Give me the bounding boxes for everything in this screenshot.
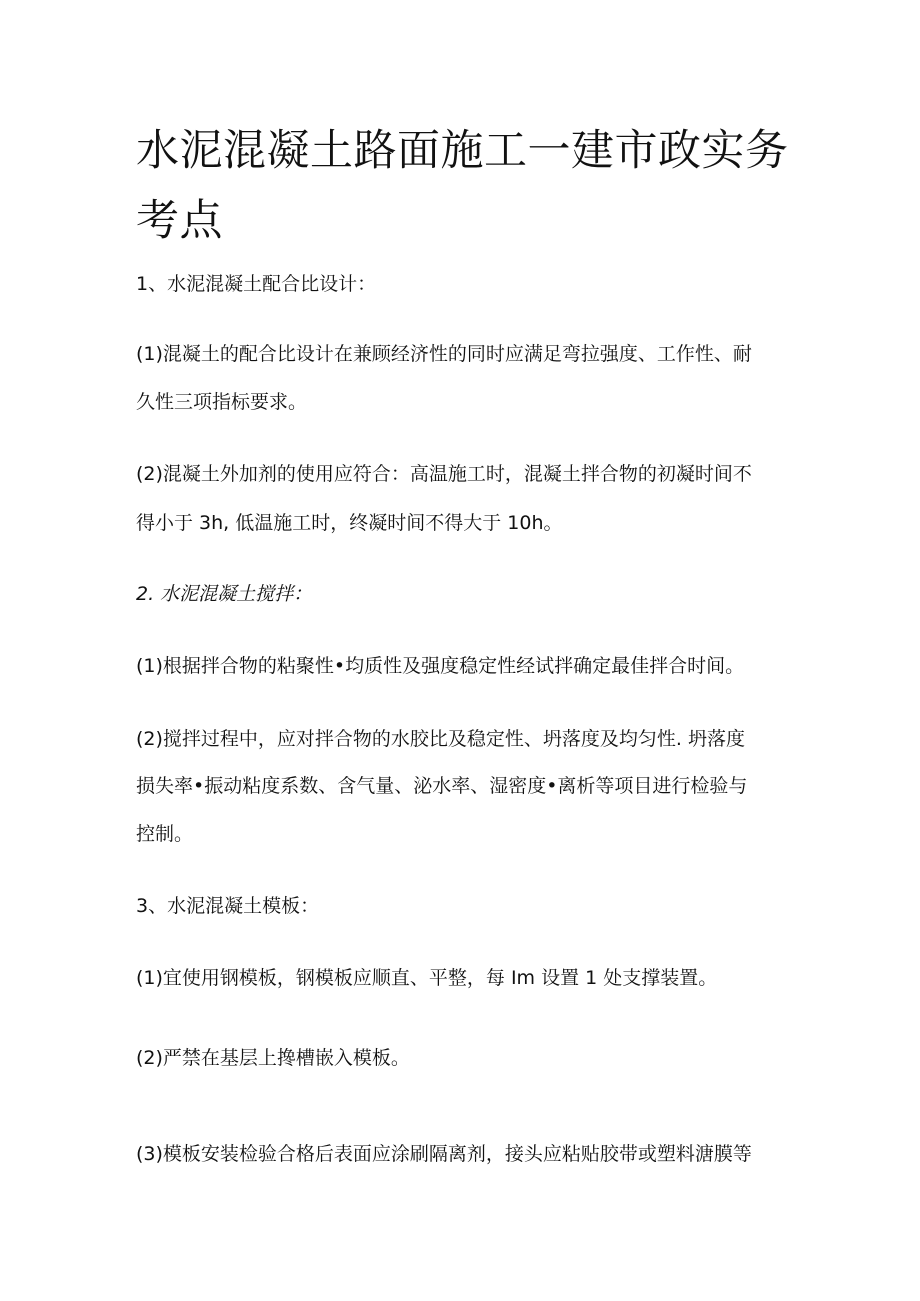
- paragraph-line: (2)严禁在基层上搀槽嵌入模板。: [136, 1047, 410, 1069]
- paragraph-line: (1)混凝土的配合比设计在兼顾经济性的同时应满足弯拉强度、工作性、耐: [136, 343, 752, 365]
- paragraph-line: 控制。: [136, 823, 194, 845]
- paragraph-line: 损失率•振动粘度系数、含气量、泌水率、湿密度•离析等项目进行检验与: [136, 775, 748, 797]
- section-3-heading: 3、水泥混凝土模板：: [136, 895, 320, 917]
- document-title: 水泥混凝土路面施工一建市政实务考点: [136, 126, 789, 246]
- section-1-heading: 1、水泥混凝土配合比设计：: [136, 273, 377, 295]
- section-2-heading: 2. 水泥混凝土搅拌：: [136, 583, 313, 605]
- paragraph-line: (2)搅拌过程中，应对拌合物的水胶比及稳定性、坍落度及均匀性. 坍落度: [136, 728, 745, 750]
- paragraph-line: (3)模板安装检验合格后表面应涂刷隔离剂，接头应粘贴胶带或塑料溏膜等: [136, 1143, 752, 1165]
- paragraph-line: 久性三项指标要求。: [136, 391, 308, 413]
- paragraph-line: (1)根据拌合物的粘聚性•均质性及强度稳定性经试拌确定最佳拌合时间。: [136, 655, 745, 677]
- paragraph-line: (1)宜使用钢模板，钢模板应顺直、平整，每 Im 设置 1 处支撑装置。: [136, 967, 718, 989]
- paragraph-line: 得小于 3h, 低温施工时，终凝时间不得大于 10h。: [136, 512, 563, 534]
- paragraph-line: (2)混凝土外加剂的使用应符合：高温施工时，混凝土拌合物的初凝时间不: [136, 463, 752, 485]
